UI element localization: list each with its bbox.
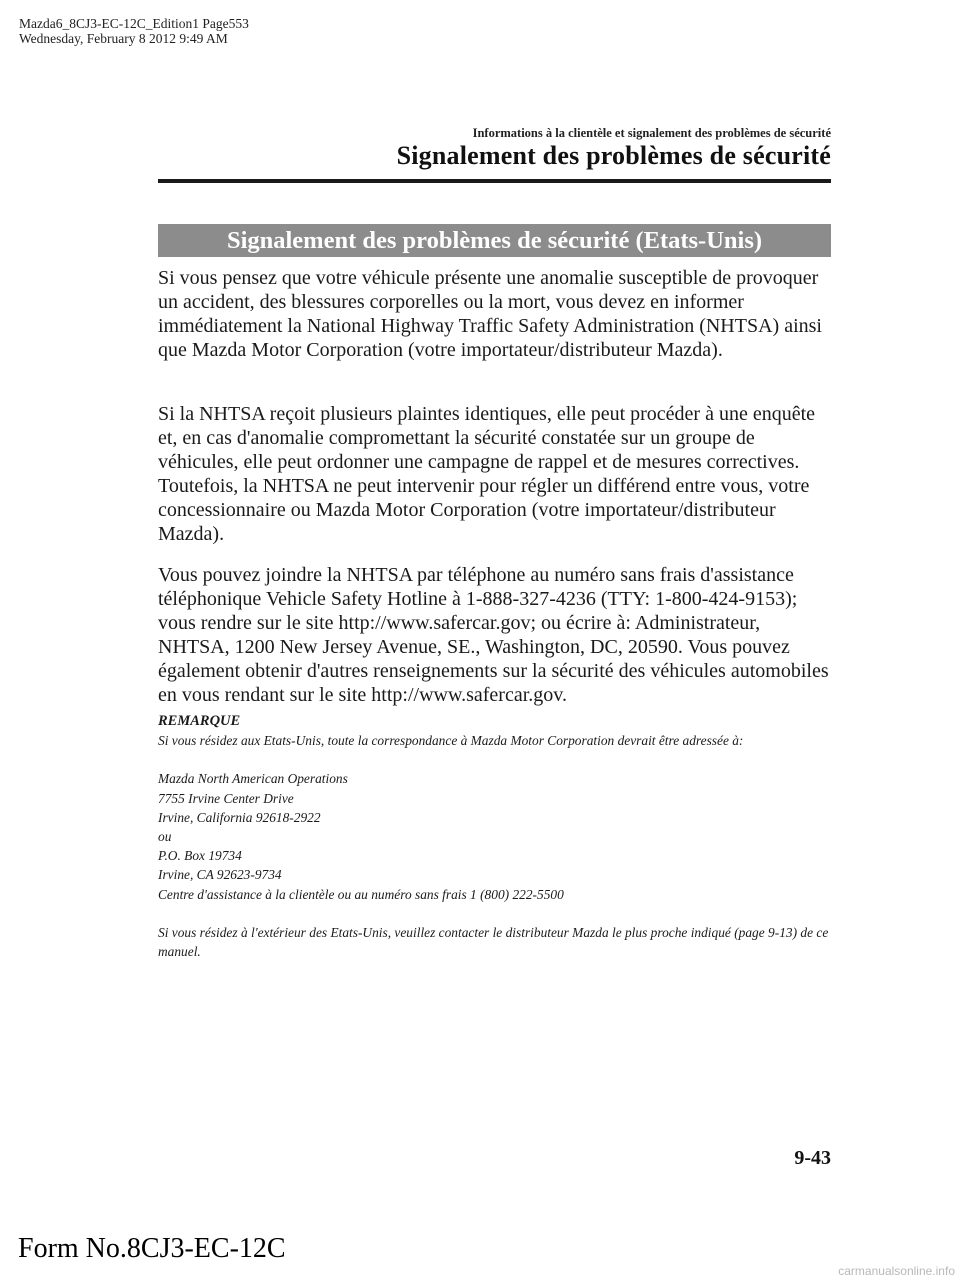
address-line: P.O. Box 19734: [158, 848, 242, 864]
note-spacer: [158, 904, 832, 923]
address-line: 7755 Irvine Center Drive: [158, 790, 294, 806]
section-title: Signalement des problèmes de sécurité: [396, 141, 831, 170]
chapter-subtitle: Informations à la clientèle et signalement des problèmes de sécurité: [472, 126, 831, 140]
note-spacer: [158, 750, 832, 769]
address-line: Centre d'assistance à la clientèle ou au numéro sans frais 1 (800) 222-5500: [158, 886, 564, 902]
paragraph-nhtsa-investigation: Si la NHTSA reçoit plusieurs plaintes identiques, elle peut procéder à une enquête et, en cas d'anomalie compromettant la sécurité constatée sur un groupe de véhicules, elle peut ordonner une campagne de rappel et de mesures correctives. Toutefois, la NHTSA ne peut intervenir pour régler un différend entre vous, votre concessionnaire ou Mazda Motor Corporation (votre importateur/distributeur Mazda).: [158, 403, 816, 545]
address-line: Irvine, California 92618-2922: [158, 809, 321, 825]
note-heading: REMARQUE: [158, 713, 241, 729]
address-line: ou: [158, 829, 172, 845]
header-divider: [158, 179, 831, 183]
note-intro: Si vous résidez aux Etats-Unis, toute la correspondance à Mazda Motor Corporation devrait être adressée à:: [158, 733, 744, 749]
form-number: Form No.8CJ3-EC-12C: [18, 1233, 286, 1264]
note-outro: Si vous résidez à l'extérieur des Etats-Unis, veuillez contacter le distributeur Mazda le plus proche indiqué (page 9-13) de ce manuel.: [158, 924, 829, 960]
paragraph-report-defect: Si vous pensez que votre véhicule présente une anomalie susceptible de provoquer un accident, des blessures corporelles ou la mort, vous devez en informer immédiatement la National Highway Traffic Safety Administration (NHTSA) ainsi que Mazda Motor Corporation (votre importateur/distributeur Mazda).: [158, 267, 822, 361]
note-box: [158, 712, 832, 961]
topic-banner: Signalement des problèmes de sécurité (Etats-Unis): [158, 224, 831, 257]
watermark-text: carmanualsonline.info: [838, 1264, 955, 1278]
paragraph-contact-nhtsa: Vous pouvez joindre la NHTSA par téléphone au numéro sans frais d'assistance téléphonique Vehicle Safety Hotline à 1-888-327-4236 (TTY: 1-800-424-9153); vous rendre sur le site http://www.safercar.gov; ou écrire à: Administrateur, NHTSA, 1200 New Jersey Avenue, SE., Washington, DC, 20590. Vous pouvez également obtenir d'autres renseignements sur la sécurité des véhicules automobiles en vous rendant sur le site http://www.safercar.gov.: [158, 564, 829, 706]
address-line: Irvine, CA 92623-9734: [158, 867, 282, 883]
address-line: Mazda North American Operations: [158, 771, 348, 787]
print-timestamp: Wednesday, February 8 2012 9:49 AM: [19, 31, 228, 46]
print-file-label: Mazda6_8CJ3-EC-12C_Edition1 Page553: [19, 16, 249, 31]
page-number: 9-43: [794, 1147, 831, 1169]
print-metadata: [19, 16, 249, 46]
